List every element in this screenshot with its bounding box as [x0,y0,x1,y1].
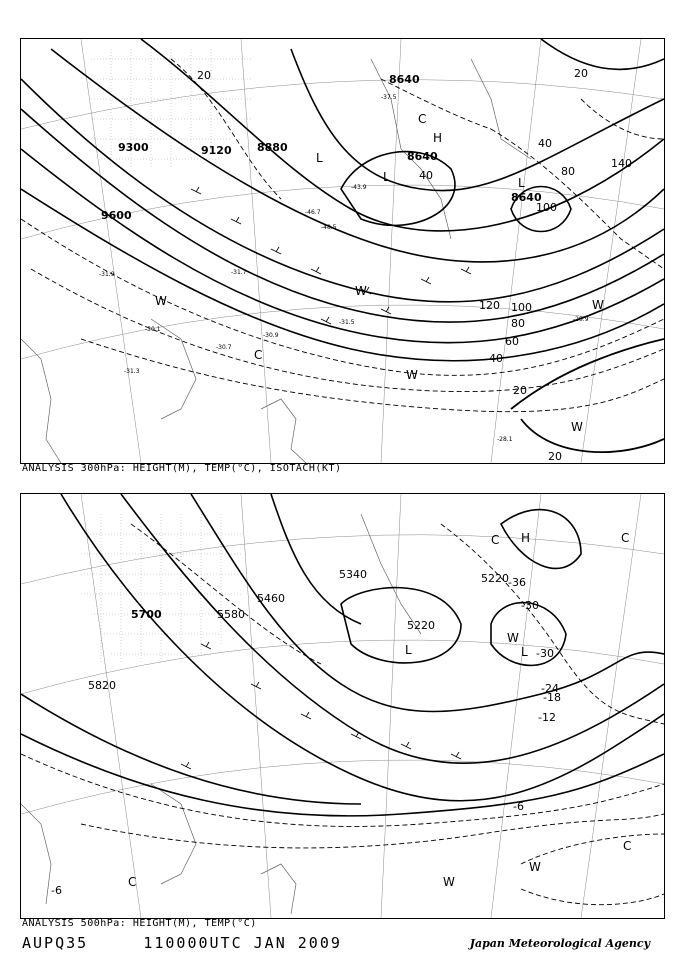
cold-center: C [621,531,630,545]
height-label-8640-b: 8640 [407,150,438,163]
temp-label: -37.5 [381,94,397,101]
warm-center: W [443,875,455,889]
cold-center: C [491,533,500,547]
height-label-9600: 9600 [101,209,132,222]
isotach-label: 60 [505,335,519,348]
height-label-5220-b: 5220 [481,572,509,585]
low-center: L [383,170,390,184]
isotherm-label: -36 [508,576,526,589]
height-label-5580: 5580 [217,608,245,621]
warm-center: W [592,298,604,312]
temp-label: -31.3 [124,368,140,375]
height-label-9120: 9120 [201,144,232,157]
low-center: L [316,151,323,165]
height-label-5340: 5340 [339,568,367,581]
isotach-closed-bottom-right [511,339,664,452]
product-id: AUPQ35 [22,934,89,952]
high-center: H [433,131,443,145]
height-label-9300: 9300 [118,141,149,154]
low-center: L [521,645,528,659]
chart-500hpa-canvas [21,494,664,918]
warm-center: W [529,860,541,874]
isotherm-label: -12 [538,711,556,724]
chart-300hpa-caption: ANALYSIS 300hPa: HEIGHT(M), TEMP(°C), ISOTACH(KT) [22,463,342,474]
height-label-5700: 5700 [131,608,162,621]
isotach-label: 100 [536,201,557,214]
temp-label: -29.9 [573,316,589,323]
chart-500hpa-caption: ANALYSIS 500hPa: HEIGHT(M), TEMP(°C) [22,918,257,929]
isotach-label: 80 [511,317,525,330]
warm-center: W [155,294,167,308]
cold-center: C [254,348,263,362]
isotach-label: 140 [611,157,632,170]
high-center: H [521,531,531,545]
isotach-label: 100 [511,301,532,314]
chart-300hpa [20,38,665,464]
height-label-8640-a: 8640 [389,73,420,86]
valid-time: 110000UTC JAN 2009 [143,934,342,952]
height-contours [21,39,664,361]
warm-center: W [406,368,418,382]
warm-center: W [571,420,583,434]
height-label-5220-a: 5220 [407,619,435,632]
temp-label: -48.5 [321,224,337,231]
isotach-label: 120 [479,299,500,312]
temp-label: -43.9 [351,184,367,191]
temp-label: -31.5 [339,319,355,326]
isotach-label: 80 [561,165,575,178]
height-label-8880: 8880 [257,141,288,154]
isotach-label: 20 [548,450,562,463]
temp-label: -30.1 [145,326,161,333]
cold-center: C [418,112,427,126]
chart-300hpa-canvas [21,39,664,463]
isotach-label: 20 [513,384,527,397]
wind-barbs [181,642,461,769]
chart-500hpa [20,493,665,919]
isotherm-label: -24 [541,682,559,695]
isotach-label: 40 [489,352,503,365]
isotherm-label: -6 [513,800,524,813]
temp-label: -46.7 [305,209,321,216]
isotherm-label: -30 [536,647,554,660]
isotach-contours [21,59,664,412]
isotach-label: 40 [538,137,552,150]
height-label-5460: 5460 [257,592,285,605]
warm-center: W [507,631,519,645]
isotherm-label: -18 [543,691,561,704]
height-contours [21,494,664,816]
height-label-8640-c: 8640 [511,191,542,204]
cold-center: C [623,839,632,853]
height-label-5820: 5820 [88,679,116,692]
isotherm-label: -6 [51,884,62,897]
temp-label: -31.7 [231,269,247,276]
isotach-label: 20 [197,69,211,82]
product-id-line [22,934,342,952]
isotach-label: 40 [419,169,433,182]
warm-center: W [355,284,367,298]
temp-label: -30.7 [216,344,232,351]
cold-center: C [128,875,137,889]
temp-label: -31.9 [99,271,115,278]
agency-name: Japan Meteorological Agency [469,937,650,950]
isotherm-contours [21,524,664,905]
latlon-grid [21,494,664,918]
temp-label: -28.1 [497,436,513,443]
low-center: L [518,176,525,190]
low-center: L [405,643,412,657]
isotherm-label: -30 [521,599,539,612]
isotach-label: 20 [574,67,588,80]
temp-label: -30.9 [263,332,279,339]
